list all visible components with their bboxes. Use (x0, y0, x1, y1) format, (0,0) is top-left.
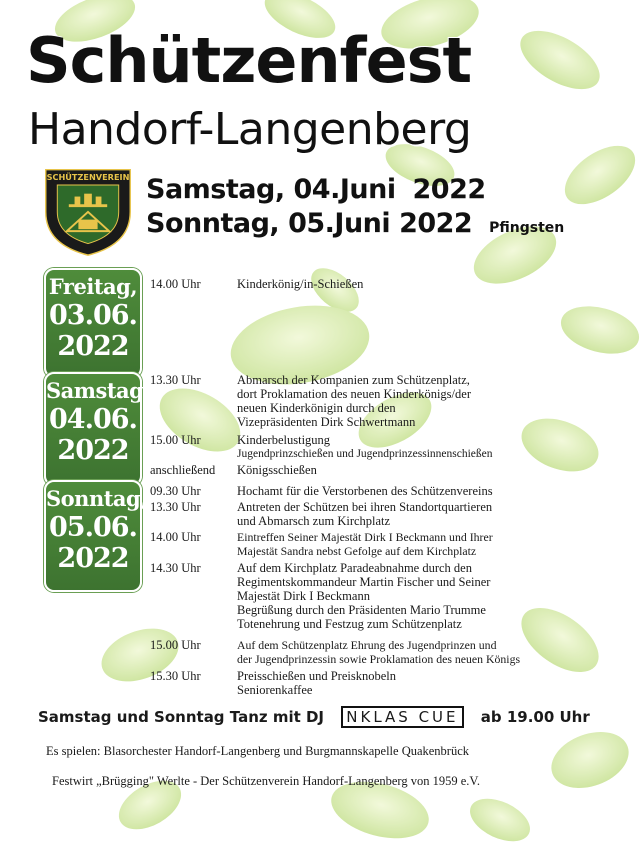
event-desc (237, 484, 637, 498)
poster-subtitle: Handorf-Langenberg (28, 104, 472, 155)
footer-host: Festwirt „Brügging" Werlte - Der Schützenverein Handorf-Langenberg von 1959 e.V. (52, 774, 480, 788)
event-time: 15.30 Uhr (150, 669, 201, 683)
event-line: Majestät Dirk I Beckmann (237, 589, 370, 603)
event-line: Majestät Sandra nebst Gefolge auf dem Kirchplatz (237, 544, 477, 558)
day-badge-friday (44, 268, 142, 378)
event-desc (237, 433, 637, 461)
date-month: Juni (339, 174, 396, 205)
event-line: Königsschießen (237, 463, 317, 477)
event-desc (237, 463, 637, 477)
date-weekday: Samstag, (146, 174, 285, 205)
dance-time: ab 19.00 Uhr (480, 708, 590, 726)
event-line: Begrüßung durch den Präsidenten Mario Trumme (237, 603, 486, 617)
day-badge-name: Freitag, (48, 274, 138, 299)
event-line: dort Proklamation des neuen Kinderkönigs/der (237, 387, 471, 401)
event-line: Preisschießen und Preisknobeln (237, 669, 397, 683)
event-line: Kinderkönig/in-Schießen (237, 277, 364, 291)
event-line: und Abmarsch zum Kirchplatz (237, 514, 391, 528)
event-line: Hochamt für die Verstorbenen des Schützenvereins (237, 484, 493, 498)
event-line: Abmarsch der Kompanien zum Schützenplatz, (237, 373, 470, 387)
day-badge-sunday (44, 480, 148, 592)
day-badge-name: Sonntag, (46, 486, 148, 511)
event-line: Jugendprinzschießen und Jugendprinzessinnenschießen (237, 448, 493, 460)
event-time: 13.30 Uhr (150, 500, 201, 514)
day-badge-saturday (44, 372, 151, 486)
date-day: 05. (288, 208, 335, 239)
date-line-saturday (146, 174, 486, 205)
date-line-sunday (146, 208, 564, 239)
event-time: 09.30 Uhr (150, 484, 201, 498)
day-badge-date: 04.06. (49, 404, 137, 435)
footer-bands: Es spielen: Blasorchester Handorf-Langenberg und Burgmannskapelle Quakenbrück (46, 744, 470, 758)
day-badge-date: 05.06. (49, 512, 137, 543)
day-badge-year: 2022 (57, 543, 129, 574)
date-note: Pfingsten (489, 220, 565, 236)
dj-logo: NKLAS CUE (341, 706, 463, 728)
event-desc (237, 500, 637, 528)
date-weekday: Sonntag, (146, 208, 280, 239)
event-line: Kinderbelustigung (237, 433, 331, 447)
event-time: 14.00 Uhr (150, 277, 201, 291)
date-day: 04. (293, 174, 340, 205)
event-desc (237, 277, 637, 291)
club-emblem-icon (40, 162, 136, 258)
event-line: Seniorenkaffee (237, 683, 313, 697)
event-time: 14.30 Uhr (150, 561, 201, 575)
event-line: Eintreffen Seiner Majestät Dirk I Beckmann und Ihrer (237, 530, 493, 544)
date-year: 2022 (412, 174, 486, 205)
event-time: 14.00 Uhr (150, 530, 201, 544)
event-desc (237, 638, 637, 666)
event-time: 15.00 Uhr (150, 638, 201, 652)
day-badge-year: 2022 (57, 435, 129, 466)
emblem-top-text: SCHÜTZENVEREIN (46, 172, 130, 183)
event-line: Regimentskommandeur Martin Fischer und Seiner (237, 575, 491, 589)
event-line: Auf dem Kirchplatz Paradeabnahme durch den (237, 561, 472, 575)
date-year: 2022 (399, 208, 473, 239)
event-line: Totenehrung und Festzug zum Schützenplatz (237, 617, 462, 631)
date-month: Juni (334, 208, 391, 239)
event-time: anschließend (150, 463, 216, 477)
event-time: 15.00 Uhr (150, 433, 201, 447)
event-line: neuen Kinderkönigin durch den (237, 401, 396, 415)
event-desc (237, 530, 637, 558)
day-badge-name: Samstag, (46, 378, 151, 403)
event-desc (237, 561, 637, 631)
event-line: Antreten der Schützen bei ihren Standortquartieren (237, 500, 493, 514)
poster-title: Schützenfest (26, 24, 472, 97)
day-badge-date: 03.06. (49, 300, 137, 331)
event-desc (237, 373, 637, 429)
dance-announcement (38, 706, 618, 728)
event-time: 13.30 Uhr (150, 373, 201, 387)
event-desc (237, 669, 637, 697)
event-line: Auf dem Schützenplatz Ehrung des Jugendprinzen und (237, 638, 497, 652)
event-line: der Jugendprinzessin sowie Proklamation des neuen Königs (237, 652, 521, 666)
event-line: Vizepräsidenten Dirk Schwertmann (237, 415, 416, 429)
day-badge-year: 2022 (57, 331, 129, 362)
dance-text: Samstag und Sonntag Tanz mit DJ (38, 708, 325, 726)
